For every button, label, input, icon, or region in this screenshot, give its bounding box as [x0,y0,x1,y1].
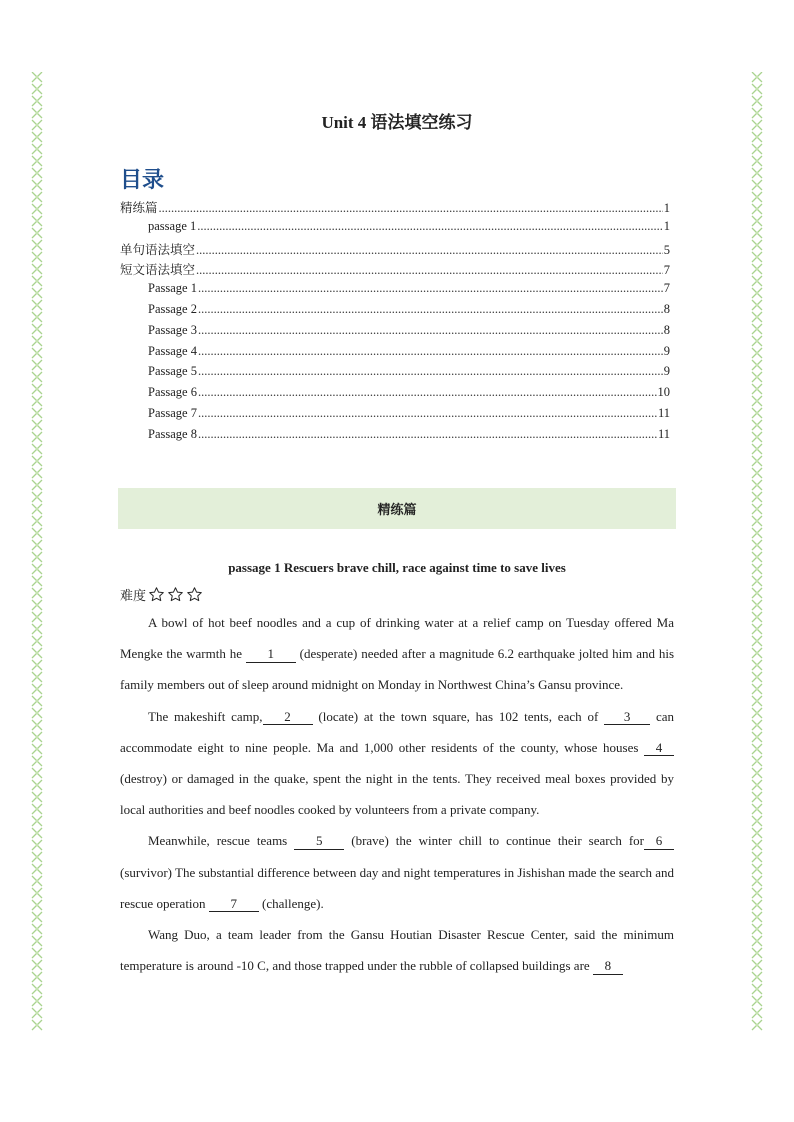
text-span: can accommodate eight to nine people. Ma and 1,000 other residents of the county, whose houses [120,708,674,755]
toc-leader-dots [196,243,663,258]
toc-leader-dots [198,364,663,379]
toc-entry-page: 11 [657,405,670,420]
text-span: Wang Duo, a team leader from the Gansu Houtian Disaster Rescue Center, said the minimum temperature is around -10 C, and those trapped under the rubble of collapsed buildings are [120,927,674,974]
toc-entry-label: 单句语法填空 [120,242,196,257]
left-decorative-border [30,72,44,1032]
toc-entry-page: 8 [663,301,670,316]
toc-entry[interactable] [120,281,670,302]
blank-8: 8 [593,959,623,974]
toc-leader-dots [198,344,663,359]
passage-body [120,607,674,981]
blank-6: 6 [644,834,674,849]
toc-entry-page: 9 [663,343,670,358]
toc-entry-page: 7 [663,263,670,278]
blank-4: 4 [644,741,674,756]
section-heading-band [118,488,676,529]
toc-entry-page: 5 [663,242,670,257]
toc-entry-page: 1 [663,201,670,215]
toc-leader-dots [198,406,657,421]
blank-1: 1 [246,647,296,662]
text-span: (challenge). [258,895,324,911]
text-span: (destroy) or damaged in the quake, spent the night in the tents. They received meal boxes provided by local authorities and beef noodles cooked by volunteers from a private company. [120,771,674,818]
text-span: Meanwhile, rescue teams [148,833,295,849]
passage-title: passage 1 Rescuers brave chill, race against time to save lives [228,560,566,575]
blank-2: 2 [263,710,313,725]
toc-entry[interactable] [120,198,670,219]
toc-entry-page: 10 [657,385,670,400]
paragraph-3 [120,825,674,919]
difficulty-stars [148,586,205,603]
toc-leader-dots [198,427,657,442]
toc-entry[interactable] [120,364,670,385]
toc-entry[interactable] [120,260,670,281]
toc-leader-dots [197,219,663,234]
toc-entry-page: 11 [657,426,670,441]
toc-entry-label: Passage 4 [148,343,197,358]
toc-leader-dots [198,323,663,338]
toc-entry-label: 精练篇 [120,201,158,215]
table-of-contents [120,198,670,448]
toc-entry-label: Passage 7 [148,405,197,420]
toc-entry[interactable] [120,344,670,365]
difficulty-rating [120,585,205,604]
text-span: The makeshift camp, [148,708,263,724]
toc-entry-label: Passage 5 [148,364,197,379]
toc-entry-label: passage 1 [148,218,197,233]
blank-3: 3 [604,710,650,725]
right-decorative-border [750,72,764,1032]
toc-leader-dots [198,302,663,317]
toc-entry-label: Passage 3 [148,322,197,337]
toc-leader-dots [198,281,663,296]
difficulty-label: 难度 [120,588,147,603]
section-heading: 精练篇 [377,503,417,518]
star-outline-icon [186,586,203,603]
page-title: Unit 4 语法填空练习 [321,113,473,132]
star-outline-icon [167,586,184,603]
toc-entry-page: 8 [663,322,670,337]
text-span: (locate) at the town square, has 102 tents, each of [312,708,605,724]
toc-leader-dots [196,263,663,278]
toc-entry[interactable] [120,302,670,323]
toc-entry[interactable] [120,406,670,427]
toc-entry[interactable] [120,240,670,261]
toc-entry-page: 1 [663,218,670,233]
toc-entry[interactable] [120,385,670,406]
toc-heading: 目录 [120,168,165,193]
toc-entry-label: Passage 6 [148,385,197,400]
toc-entry[interactable] [120,323,670,344]
text-span: (survivor) The substantial difference between day and night temperatures in Jishishan made the search and rescue operation [120,864,675,911]
toc-entry-label: Passage 8 [148,426,197,441]
paragraph-1 [120,607,674,701]
toc-leader-dots [198,385,657,400]
toc-entry-label: Passage 2 [148,301,197,316]
paragraph-4 [120,919,674,981]
blank-5: 5 [294,834,344,849]
star-outline-icon [148,586,165,603]
blank-7: 7 [209,897,259,912]
toc-entry-page: 9 [663,364,670,379]
toc-leader-dots [159,201,663,216]
toc-entry-label: 短文语法填空 [120,263,196,278]
text-span: A bowl of hot beef noodles and a cup of drinking water at a relief camp on Tuesday offered Ma Mengke the warmth he [120,615,674,662]
toc-entry-page: 7 [663,281,670,296]
text-span: (brave) the winter chill to continue their search for [344,833,644,849]
toc-entry-label: Passage 1 [148,281,197,296]
toc-entry[interactable] [120,219,670,240]
paragraph-2 [120,701,674,826]
toc-entry[interactable] [120,427,670,448]
text-span: (desperate) needed after a magnitude 6.2 earthquake jolted him and his family members out of sleep around midnight on Monday in Northwest China’s Gansu province. [120,646,674,693]
